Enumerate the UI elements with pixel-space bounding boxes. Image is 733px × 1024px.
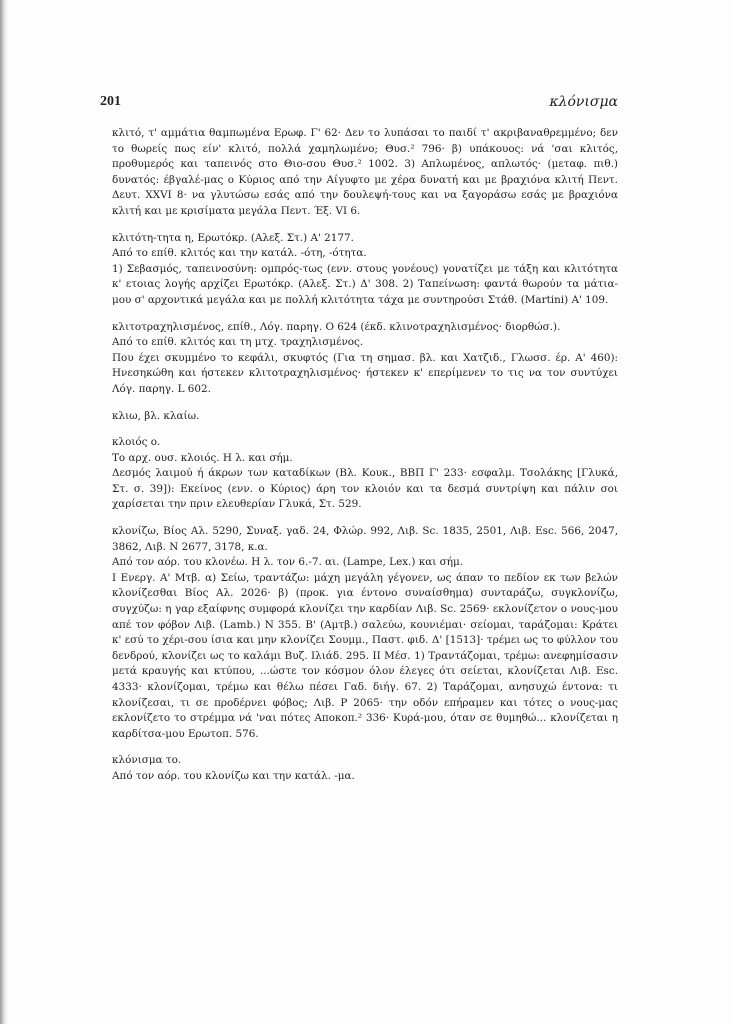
entry-klitotita-definition: 1) Σεβασμός, ταπεινοσύνη: ομπρός-τως (ενν. στους γονέους) γονατίζει με τάξη και κλιτότητα κ' ετοιας λογής αρχίζει Ερωτόκρ. (Αλεξ. Στ.) Δ' 308. 2) Ταπείνωση: φαντά θωρούν τα μάτια-μου σ' αρχοντικά μεγάλα και με πολλή κλιτότητα τάχα με συντηρούσι Στάθ. (Martini) Α' 109. [112,262,618,306]
entry-klitotrachilismenos-etymology: Από το επίθ. κλιτός και τη μτχ. τραχηλισμένος. [112,336,364,349]
entry-continuation-text: κλιτό, τ' αμμάτια θαμπωμένα Ερωφ. Γ' 62· Δεν το λυπάσαι το παιδί τ' ακριβαναθρεμμένο; δεν το θωρείς πως είν' κλιτό, πολλά χαμηλωμένο; Θυσ.² 796· β) υπάκουος: νά 'σαι κλιτός, προθυμερός και ταπεινός στο Θιο-σου Θυσ.² 1002. 3) Απλωμένος, απλωτός· (μεταφ. πιθ.) δυνατός: έβγαλέ-μας ο Κύριος από την Αίγυφτο με χέρα δυνατή και με βραχιόνα κλιτή Πεντ. Δευτ. XXVI 8· να γλυτώσω εσάς από την δουλεψή-τους και να ξαγοράσω εσάς με βραχιόνα κλιτή και με κρισίματα μεγάλα Πεντ. Έξ. VI 6. [112,127,618,217]
page-gutter-shadow [0,0,8,1024]
entry-kloios-etymology: Το αρχ. ουσ. κλοιός. Η λ. και σήμ. [112,451,293,464]
running-head: κλόνισμα [549,94,618,110]
entry-klio-headword: κλιω, βλ. κλαίω. [112,409,200,422]
entry-klitotrachilismenos-definition: Που έχει σκυμμένο το κεφάλι, σκυφτός (Για τη σημασ. βλ. και Χατζιδ., Γλωσσ. έρ. Α' 460): Ηνεσηκώθη και ήστεκεν κλιτοτραχηλισμένος· ήστεκεν κ' επερίμενεν το τις να τον συντύχει Λόγ. παρηγ. L 602. [112,351,618,395]
entry-klonizo-definition: Ι Ενεργ. Α' Μτβ. α) Σείω, τραντάζω: μάχη μεγάλη γέγονεν, ως άπαν το πεδίον εκ των βελών κλονίζεσθαι Βίος Αλ. 2026· β) (προκ. για έντονο συναίσθημα) συνταράζω, συγκλονίζω, συγχύζω: η γαρ εξαίφνης συμφορά κλονίζει την καρδίαν Λιβ. Sc. 2569· εκλονίζετον ο νους-μου απέ τον φόβον Λιβ. (Lamb.) N 355. Β' (Αμτβ.) σαλεύω, κουνιέμαι· σείομαι, ταράζομαι: Κράτει κ' εσύ το χέρι-σου ίσια και μην κλονίζει Σουμμ., Παστ. φιδ. Δ' [1513]· τρέμει ως το φύλλον του δενδρού, κλονίζει ως το καλάμι Βυζ. Ιλιάδ. 295. ΙΙ Μέσ. 1) Τραντάζομαι, τρέμω: ανεφημίσασιν μετά κραυγής και κτύπου, ...ώστε τον κόσμον όλον έλεγες ότι σείεται, κλονίζεται Λιβ. Esc. 4333· κλονίζομαι, τρέμω και θέλω πέσει Γαδ. διήγ. 67. 2) Ταράζομαι, ανησυχώ έντονα: τι κλονίζεσαι, τι σε προδέρνει φόβος; Λιβ. P 2065· την οδόν επήραμεν και τότες ο νους-μας εκλονίζετο το στρέμμα νά 'ναι πότες Αποκοπ.² 336· Κυρά-μου, όταν σε θυμηθώ... κλονίζεται η καρδίτσα-μου Ερωτοπ. 576. [112,571,618,740]
entry-klitotita-headword: κλιτότη-τητα η, Ερωτόκρ. (Αλεξ. Στ.) Α' 2177. [112,231,354,244]
entry-klonizo-etymology: Από τον αόρ. του κλονέω. Η λ. τον 6.-7. αι. (Lampe, Lex.) και σήμ. [112,556,463,569]
entry-klonisma-headword: κλόνισμα το. [112,754,182,767]
entry-klonizo-headword: κλονίζω, Βίος Αλ. 5290, Συναξ. γαδ. 24, Φλώρ. 992, Λιβ. Sc. 1835, 2501, Λιβ. Esc. 566, 2047, 3862, Λιβ. N 2677, 3178, κ.α. [112,525,618,553]
page-body [112,126,618,785]
entry-klonisma-etymology: Από τον αόρ. του κλονίζω και την κατάλ. -μα. [112,769,355,782]
entry-klitotita-etymology: Από το επίθ. κλιτός και την κατάλ. -ότη, -ότητα. [112,247,367,260]
entry-kloios-definition: Δεσμός λαιμού ή άκρων των καταδίκων (Βλ. Κουκ., ΒΒΠ Γ' 233· εσφαλμ. Τσολάκης [Γλυκά, Στ. σ. 39]): Εκείνος (ενν. ο Κύριος) άρη τον κλοιόν και τα δεσμά συντρίψη και πάλιν σοι χαρίσεται την πριν ελευθερίαν Γλυκά, Στ. 529. [112,467,618,511]
page-number: 201 [100,94,121,109]
entry-kloios-headword: κλοιός ο. [112,436,161,449]
entry-klitotrachilismenos-headword: κλιτοτραχηλισμένος, επίθ., Λόγ. παρηγ. Ο 624 (έκδ. κλινοτραχηλισμένος· διορθώσ.). [112,320,561,333]
